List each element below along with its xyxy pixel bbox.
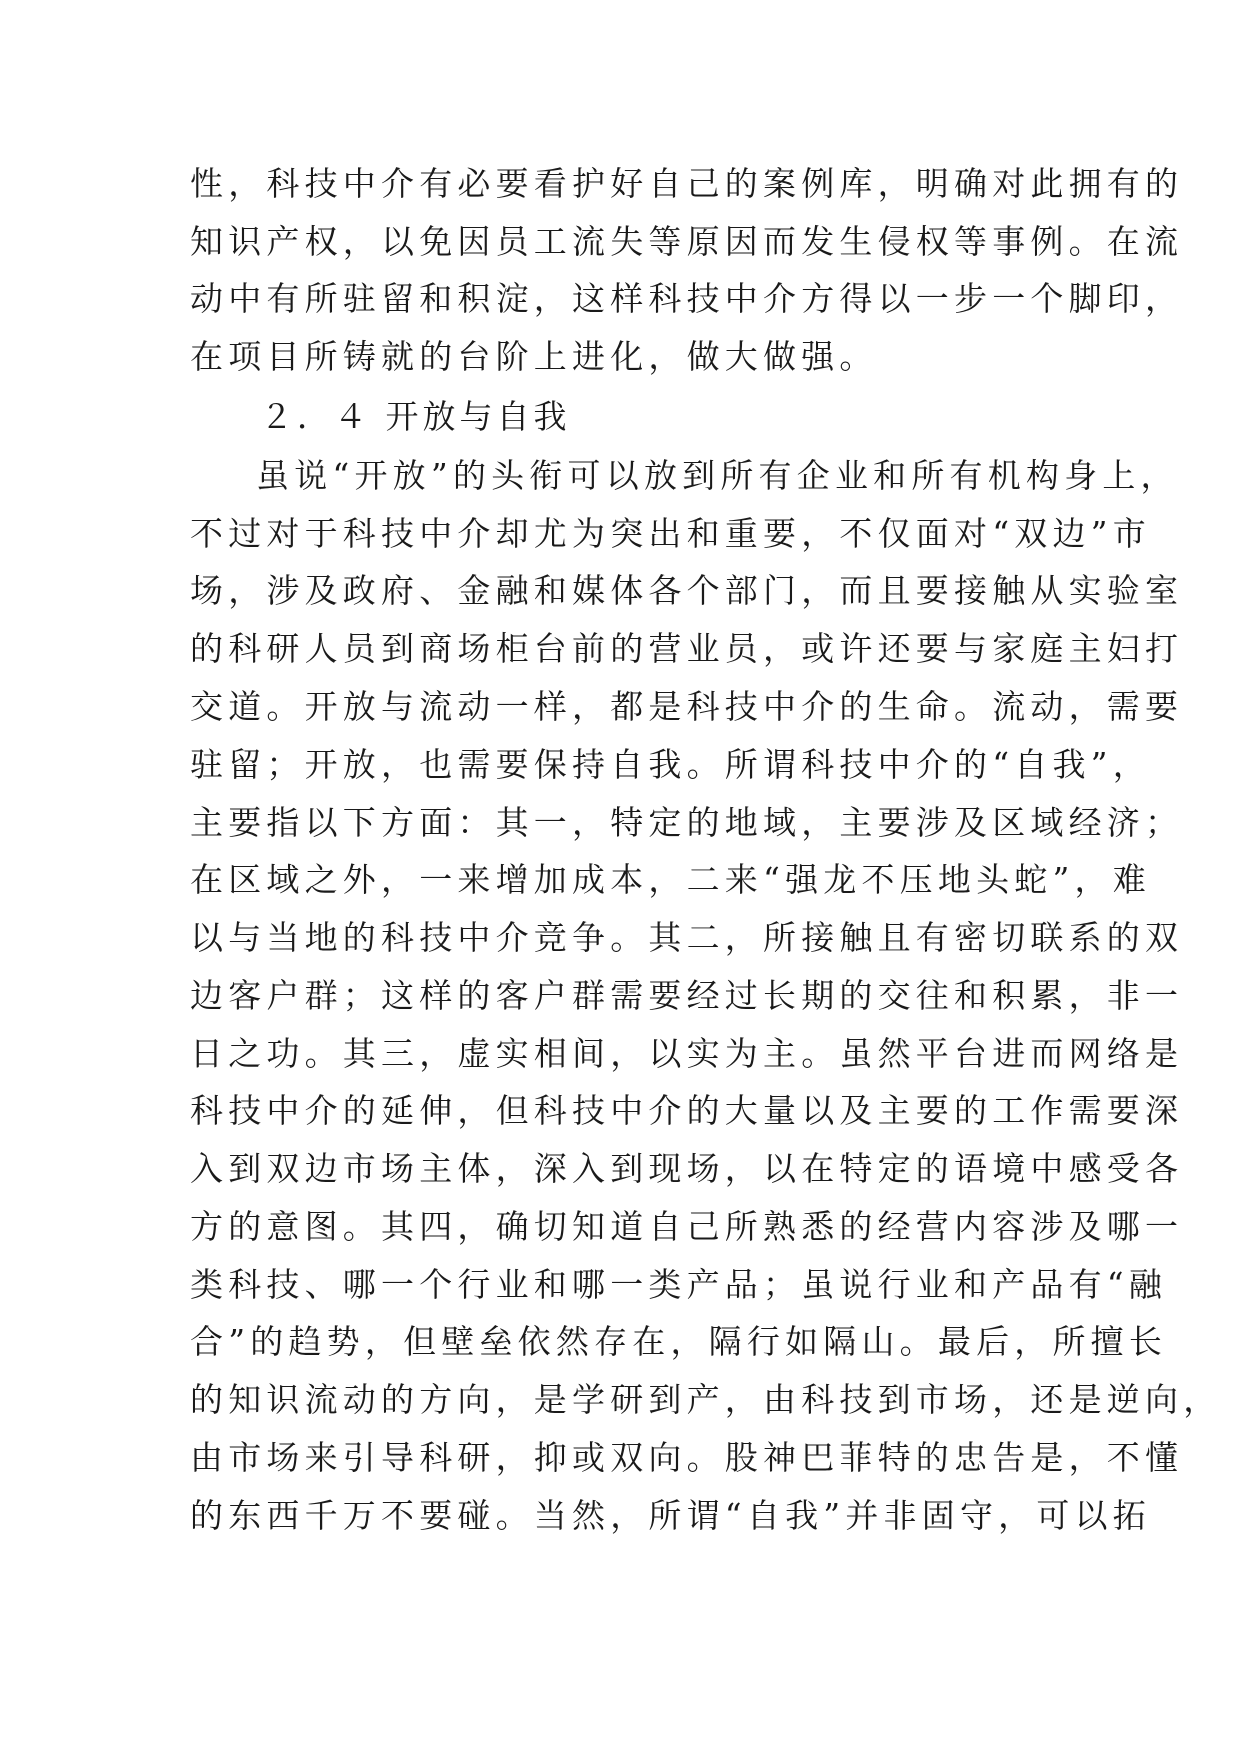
text-line: 由市场来引导科研，抑或双向。股神巴菲特的忠告是，不懂: [190, 1438, 1184, 1477]
section-heading: ２．４ 开放与自我: [260, 397, 571, 436]
text-line: 在项目所铸就的台阶上进化，做大做强。: [190, 337, 878, 376]
text-line: 不过对于科技中介却尤为突出和重要，不仅面对“双边”市: [190, 514, 1151, 553]
text-line: 驻留；开放，也需要保持自我。所谓科技中介的“自我”，: [190, 745, 1151, 784]
text-line: 的知识流动的方向，是学研到产，由科技到市场，还是逆向，: [190, 1380, 1222, 1419]
text-line: 边客户群；这样的客户群需要经过长期的交往和积累，非一: [190, 976, 1184, 1015]
text-line: 场，涉及政府、金融和媒体各个部门，而且要接触从实验室: [190, 571, 1184, 610]
text-line: 主要指以下方面：其一，特定的地域，主要涉及区域经济；: [190, 803, 1184, 842]
text-line: 日之功。其三，虚实相间，以实为主。虽然平台进而网络是: [190, 1034, 1184, 1073]
text-line: 性，科技中介有必要看护好自己的案例库，明确对此拥有的: [190, 164, 1184, 203]
text-line: 入到双边市场主体，深入到现场，以在特定的语境中感受各: [190, 1149, 1184, 1188]
text-line: 的东西千万不要碰。当然，所谓“自我”并非固守，可以拓: [190, 1496, 1151, 1535]
text-line: 类科技、哪一个行业和哪一类产品；虽说行业和产品有“融: [190, 1265, 1168, 1304]
text-line: 动中有所驻留和积淀，这样科技中介方得以一步一个脚印，: [190, 279, 1184, 318]
text-line: 的科研人员到商场柜台前的营业员，或许还要与家庭主妇打: [190, 629, 1184, 668]
text-line: 交道。开放与流动一样，都是科技中介的生命。流动，需要: [190, 687, 1184, 726]
text-line: 合”的趋势，但壁垒依然存在，隔行如隔山。最后，所擅长: [190, 1322, 1168, 1361]
text-line: 在区域之外，一来增加成本，二来“强龙不压地头蛇”，难: [190, 860, 1151, 899]
text-line: 以与当地的科技中介竞争。其二，所接触且有密切联系的双: [190, 918, 1184, 957]
text-line: 方的意图。其四，确切知道自己所熟悉的经营内容涉及哪一: [190, 1207, 1184, 1246]
text-line: 知识产权，以免因员工流失等原因而发生侵权等事例。在流: [190, 222, 1184, 261]
text-line: 科技中介的延伸，但科技中介的大量以及主要的工作需要深: [190, 1091, 1184, 1130]
text-line: 虽说“开放”的头衔可以放到所有企业和所有机构身上，: [256, 456, 1179, 495]
